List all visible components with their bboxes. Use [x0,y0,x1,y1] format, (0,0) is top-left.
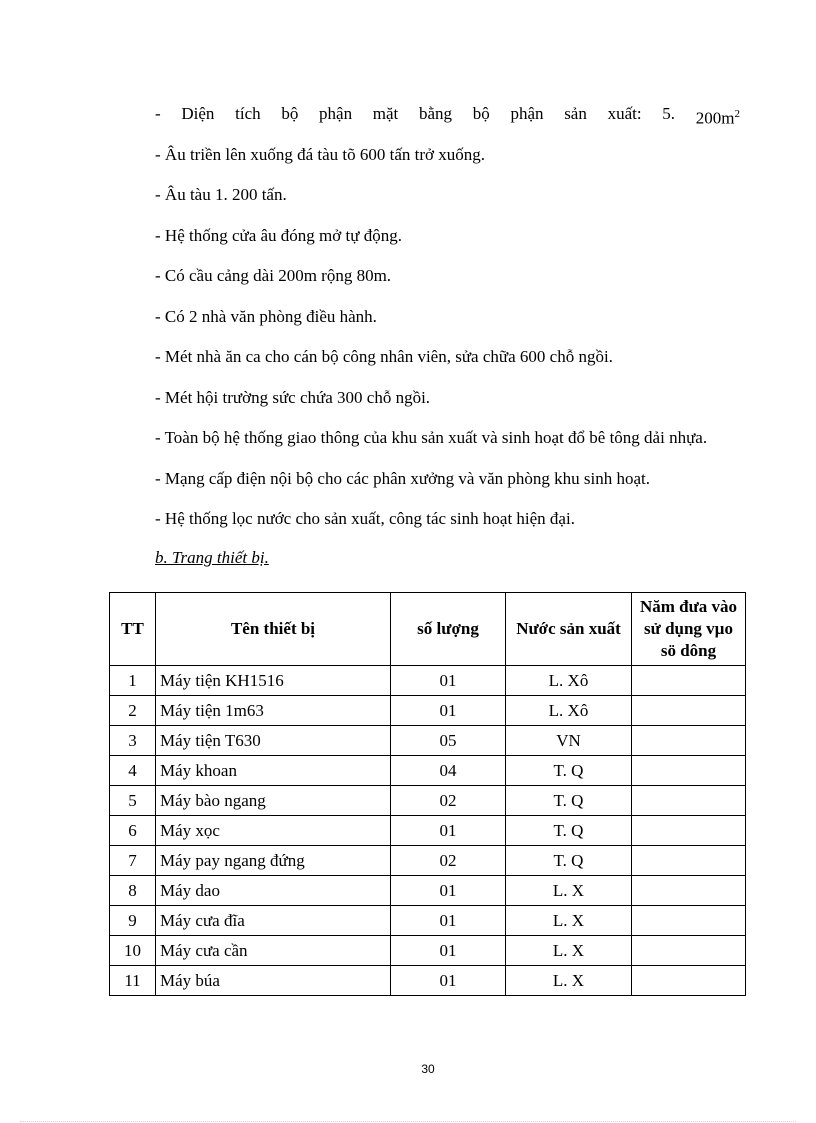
cell-origin: L. Xô [506,666,632,696]
cell-name: Máy cưa cần [156,936,391,966]
cell-year [632,966,746,996]
bullet-item: - Có cầu cảng dài 200m rộng 80m. [155,266,392,285]
table-row [110,876,746,906]
cell-year [632,726,746,756]
col-header-quantity: số lượng [391,593,506,666]
footer-divider [20,1121,796,1122]
table-row [110,846,746,876]
cell-origin: T. Q [506,846,632,876]
bullet-word: 5. [662,104,676,123]
cell-year [632,666,746,696]
bullet-word: xuất: [607,104,642,123]
cell-name: Máy búa [156,966,391,996]
bullet-word: Diện [181,104,215,123]
cell-quantity: 05 [391,726,506,756]
bullet-item: - Có 2 nhà văn phòng điều hành. [155,306,377,326]
cell-quantity: 04 [391,756,506,786]
table-row [110,936,746,966]
cell-year [632,816,746,846]
col-header-name: Tên thiết bị [156,593,391,666]
cell-name: Máy xọc [156,816,391,846]
cell-name: Máy bào ngang [156,786,391,816]
cell-quantity: 01 [391,936,506,966]
cell-quantity: 01 [391,906,506,936]
cell-year [632,906,746,936]
bullet-item: - Toàn bộ hệ thống giao thông của khu sản xuất và sinh hoạt đổ bê tông dải nhựa. [155,428,708,447]
bullet-item: - Mét hội trường sức chứa 300 chỗ ngồi. [155,387,431,407]
cell-quantity: 02 [391,786,506,816]
cell-name: Máy pay ngang đứng [156,846,391,876]
section-heading-equipment: b. Trang thiết bị. [155,548,269,567]
bullet-item: - Hệ thống cửa âu đóng mở tự động. [155,225,402,245]
bullet-word: phận [510,104,544,123]
cell-origin: L. X [506,936,632,966]
cell-tt: 8 [110,876,156,906]
table-body [110,666,746,996]
cell-origin: VN [506,726,632,756]
table-row [110,786,746,816]
cell-origin: L. X [506,876,632,906]
cell-quantity: 01 [391,876,506,906]
bullet-item: - Âu triền lên xuống đá tàu tõ 600 tấn trở xuống. [155,144,486,164]
bullet-item: - Hệ thống lọc nước cho sản xuất, công tác sinh hoạt hiện đại. [155,509,575,528]
cell-tt: 4 [110,756,156,786]
bullet-item [155,96,740,137]
cell-tt: 6 [110,816,156,846]
bullet-word: phận [319,104,353,123]
cell-name: Máy khoan [156,756,391,786]
cell-year [632,756,746,786]
table-row [110,726,746,756]
equipment-table [109,592,746,996]
bullet-word: bộ [472,104,490,123]
table-row [110,696,746,726]
cell-tt: 1 [110,666,156,696]
facility-bullet-list [155,96,740,542]
table-row [110,666,746,696]
table-header-row [110,593,746,666]
bullet-word: tích [235,104,261,123]
bullet-item: - Mét nhà ăn ca cho cán bộ công nhân viên, sửa chữa 600 chỗ ngồi. [155,347,613,366]
table-row [110,756,746,786]
cell-name: Máy cưa đĩa [156,906,391,936]
page-number: 30 [421,1062,435,1076]
bullet-word: $200m^2$ [695,108,740,128]
cell-tt: 2 [110,696,156,726]
cell-origin: L. Xô [506,696,632,726]
col-header-tt: TT [110,593,156,666]
cell-tt: 7 [110,846,156,876]
cell-name: Máy dao [156,876,391,906]
col-header-year: Năm đưa vào sử dụng vµo sö dông [632,593,746,666]
bullet-word: mặt [372,104,399,123]
cell-name: Máy tiện 1m63 [156,696,391,726]
cell-year [632,696,746,726]
cell-quantity: 01 [391,816,506,846]
table-row [110,906,746,936]
superscript: 2 [734,108,740,120]
col-header-origin: Nước sản xuất [506,593,632,666]
cell-tt: 10 [110,936,156,966]
cell-tt: 3 [110,726,156,756]
bullet-word: bằng [418,104,453,123]
bullet-item: - Âu tàu 1. 200 tấn. [155,185,287,204]
cell-origin: T. Q [506,786,632,816]
cell-tt: 5 [110,786,156,816]
table-row [110,816,746,846]
bullet-word: bộ [281,104,299,123]
table-row [110,966,746,996]
bullet-word: sản [564,104,587,123]
cell-quantity: 01 [391,966,506,996]
cell-year [632,786,746,816]
cell-quantity: 01 [391,666,506,696]
bullet-item: - Mạng cấp điện nội bộ cho các phân xưởng và văn phòng khu sinh hoạt. [155,468,651,488]
cell-year [632,876,746,906]
cell-name: Máy tiện T630 [156,726,391,756]
cell-name: Máy tiện KH1516 [156,666,391,696]
cell-quantity: 01 [391,696,506,726]
cell-tt: 9 [110,906,156,936]
cell-year [632,936,746,966]
cell-year [632,846,746,876]
cell-origin: L. X [506,906,632,936]
cell-origin: T. Q [506,816,632,846]
cell-origin: L. X [506,966,632,996]
bullet-word: - [155,104,161,123]
cell-tt: 11 [110,966,156,996]
cell-quantity: 02 [391,846,506,876]
cell-origin: T. Q [506,756,632,786]
